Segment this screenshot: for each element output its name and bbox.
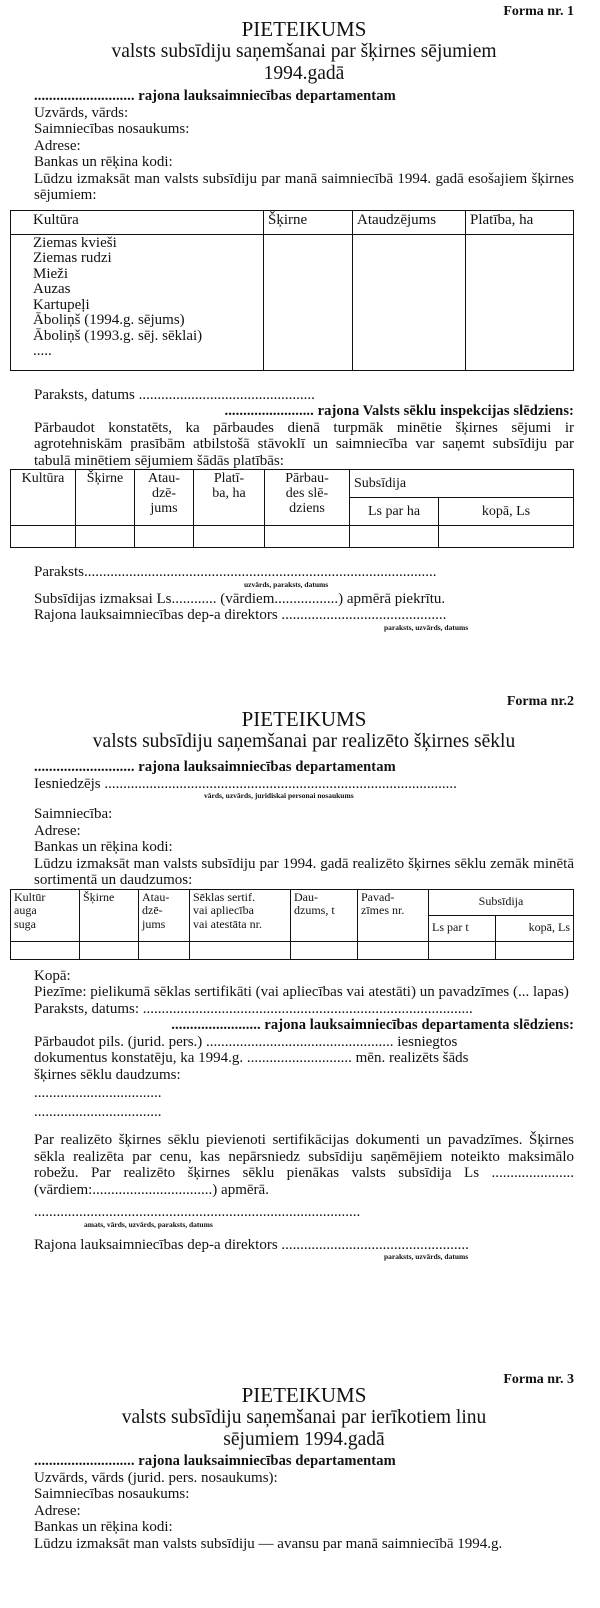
- form2-number: Forma nr.2: [506, 694, 574, 709]
- t3-h-cert-a: Sēklas sertif.: [193, 889, 255, 904]
- t2-header-ls-per-ha: Ls par ha: [350, 498, 439, 526]
- crop-item: .....: [33, 343, 52, 359]
- form1-crop-table: [10, 210, 574, 371]
- form3-title: PIETEIKUMS: [241, 1383, 367, 1407]
- form2-title: PIETEIKUMS: [241, 707, 367, 731]
- t2-cell[interactable]: [439, 526, 574, 548]
- t3-header-ls-per-t: Ls par t: [429, 915, 496, 941]
- inspection-title: ........................ rajona Valsts sēklu inspekcijas slēdziens:: [224, 403, 574, 419]
- crop-item: Āboliņš (1994.g. sējums): [33, 312, 185, 328]
- form1: [21, 17, 574, 632]
- form1-request: Lūdzu izmaksāt man valsts subsīdiju par manā saimniecībā 1994. gadā esošajiem šķirnes sējumiem:: [34, 170, 574, 203]
- t2-cell[interactable]: [350, 526, 439, 548]
- t3-h-sp-c: suga: [14, 916, 36, 931]
- t3-h-qty-a: Dau-: [294, 889, 318, 904]
- form1-signature: Paraksts, datums ...............................................: [34, 386, 315, 403]
- form3-field-name: Uzvārds, vārds (jurid. pers. nosaukums):: [34, 1469, 278, 1486]
- t2-cell[interactable]: [194, 526, 265, 548]
- t3-cell[interactable]: [429, 941, 496, 959]
- t3-header-subsidy: Subsīdija: [429, 889, 574, 915]
- col-header-variety: Šķirne: [264, 210, 353, 234]
- form1-director: Rajona lauksaimniecības dep-a direktors ............................................: [34, 607, 447, 623]
- t3-cell[interactable]: [139, 941, 190, 959]
- t2-header-generation: [135, 470, 194, 526]
- form1-director-note: paraksts, uzvārds, datums: [384, 622, 469, 632]
- form2-request: Lūdzu izmaksāt man valsts subsīdiju par 1994. gadā realizēto šķirnes sēklu zemāk minētā sortimentā un daudzumos:: [34, 855, 574, 888]
- form2-signature: Paraksts, datums: ........................................................................................: [34, 1000, 473, 1017]
- form1-inspection-table: [10, 469, 574, 548]
- form1-field-bank: Bankas un rēķina kodi:: [34, 154, 173, 170]
- form1-field-farm: Saimniecības nosaukums:: [34, 121, 190, 137]
- form3-field-farm: Saimniecības nosaukums:: [34, 1486, 190, 1502]
- form2-submitter-note: vārds, uzvārds, juridiskai personai nosaukums: [204, 791, 354, 800]
- t2-h-concl-c: dziens: [289, 501, 325, 516]
- t2-cell[interactable]: [135, 526, 194, 548]
- form2-total: Kopā:: [34, 967, 71, 984]
- generation-cell[interactable]: [353, 234, 466, 370]
- form3-subtitle-2: sējumiem 1994.gadā: [223, 1429, 385, 1450]
- form2-blank-2: ..................................: [34, 1103, 162, 1120]
- form2-note: Piezīme: pielikumā sēklas sertifikāti (vai apliecības vai atestāti) un pavadzīmes (... lapas): [34, 984, 569, 1000]
- form2-director: Rajona lauksaimniecības dep-a direktors ..................................................: [34, 1236, 469, 1253]
- form3-department: ........................... rajona lauksaimniecības departamentam: [34, 1453, 396, 1469]
- form2-subtitle: valsts subsīdiju saņemšanai par realizēto šķirnes sēklu: [92, 731, 516, 752]
- form1-signature-2-note: uzvārds, paraksts, datums: [244, 579, 329, 589]
- t3-h-qty-b: dzums, t: [294, 903, 335, 917]
- t3-header-total-ls: kopā, Ls: [496, 915, 574, 941]
- t2-header-culture: Kultūra: [11, 470, 76, 526]
- form2-cert-text: Par realizēto šķirnes sēklu pievienoti sertifikācijas dokumenti un pavadzīmes. Šķirnes sēkla realizēta par cenu, kas nepārsniedz subsīdiju saņēmējiem noteikto maksimālo robežu. Par realizēto šķirnes sēklu pienākas valsts subsīdija Ls ...................... (vārdiem:................................) apmērā.: [34, 1132, 574, 1198]
- t2-h-gen-a: Atau-: [148, 471, 180, 486]
- area-cell[interactable]: [466, 234, 574, 370]
- t3-header-variety: Šķirne: [80, 889, 139, 941]
- t3-h-way-b: zīmes nr.: [361, 903, 405, 917]
- form2: [14, 707, 574, 1261]
- form2-director-note: paraksts, uzvārds, datums: [384, 1252, 469, 1261]
- col-header-culture: Kultūra: [11, 210, 264, 234]
- t3-h-way-a: Pavad-: [361, 889, 395, 904]
- t2-h-area-a: Platī-: [213, 471, 245, 486]
- t2-cell[interactable]: [265, 526, 350, 548]
- t3-h-gen-b: dzē-: [142, 903, 163, 917]
- inspection-text: Pārbaudot konstatēts, ka pārbaudes dienā turpmāk minētie šķirnes sējumi ir agrotehniskām prasībām atbilstošā stāvoklī un saimniecība var saņemt subsīdiju par tabulā minētiem sējumiem šādās platībās:: [34, 419, 574, 469]
- t3-h-gen-a: Atau-: [142, 889, 170, 904]
- form1-field-address: Adrese:: [34, 137, 81, 154]
- form2-submitter: Iesniedzējs ..............................................................................................: [34, 775, 457, 792]
- t2-h-area-b: ba, ha: [212, 486, 246, 501]
- form3-subtitle-1: valsts subsīdiju saņemšanai par ierīkotiem linu: [121, 1407, 487, 1428]
- t3-cell[interactable]: [291, 941, 358, 959]
- form2-field-farm: Saimniecība:: [34, 806, 113, 822]
- t2-h-gen-b: dzē-: [151, 486, 177, 501]
- form2-department: ........................... rajona lauksaimniecības departamentam: [34, 759, 396, 775]
- form1-number: Forma nr. 1: [503, 4, 574, 19]
- t2-cell[interactable]: [76, 526, 135, 548]
- t3-header-species: [11, 889, 80, 941]
- t2-header-total-ls: kopā, Ls: [439, 498, 574, 526]
- t3-cell[interactable]: [358, 941, 429, 959]
- form2-sign-line: .......................................................................................: [34, 1204, 361, 1220]
- t3-cell[interactable]: [190, 941, 291, 959]
- t2-h-concl-a: Pārbau-: [285, 471, 329, 486]
- form2-conclusion-title: ........................ rajona lauksaimniecības departamenta slēdziens:: [171, 1017, 574, 1033]
- crop-list: [11, 234, 264, 370]
- t3-header-certificate: [190, 889, 291, 941]
- t2-header-conclusion: [265, 470, 350, 526]
- variety-cell[interactable]: [264, 234, 353, 370]
- form3-field-address: Adrese:: [34, 1502, 81, 1519]
- crop-item: Ziemas rudzi: [33, 250, 112, 266]
- form2-conclusion-1: Pārbaudot pils. (jurid. pers.) .................................................. iesniegtos: [34, 1033, 458, 1050]
- form1-department: ........................... rajona lauksaimniecības departamentam: [34, 88, 396, 104]
- t3-cell[interactable]: [496, 941, 574, 959]
- t2-h-concl-b: des slē-: [285, 486, 329, 501]
- t3-header-generation: [139, 889, 190, 941]
- form3-request: Lūdzu izmaksāt man valsts subsīdiju — avansu par manā saimniecībā 1994.g.: [34, 1535, 503, 1552]
- t2-header-area: [194, 470, 265, 526]
- t2-h-gen-c: jums: [150, 501, 178, 516]
- t3-h-gen-c: jums: [142, 916, 166, 931]
- form2-field-address: Adrese:: [34, 822, 81, 839]
- col-header-area: Platība, ha: [466, 210, 574, 234]
- t3-h-sp-a: Kultūr: [14, 889, 46, 904]
- form2-sign-note: amats, vārds, uzvārds, paraksts, datums: [84, 1219, 213, 1229]
- form1-subtitle-2: 1994.gadā: [263, 63, 345, 84]
- form2-conclusion-2: dokumentus konstatēju, ka 1994.g. ............................ mēn. realizēts šāds: [34, 1050, 469, 1066]
- form3-field-bank: Bankas un rēķina kodi:: [34, 1519, 173, 1535]
- t3-header-waybill: [358, 889, 429, 941]
- form2-conclusion-3: šķirnes sēklu daudzums:: [34, 1066, 181, 1083]
- crop-item: Mieži: [33, 265, 68, 282]
- crop-item: Ziemas kvieši: [33, 234, 117, 251]
- crop-item: Auzas: [33, 281, 71, 297]
- t3-cell[interactable]: [11, 941, 80, 959]
- t2-header-subsidy: Subsīdija: [350, 470, 574, 498]
- form3: [34, 1384, 574, 1552]
- t2-header-variety: Šķirne: [76, 470, 135, 526]
- crop-item: Kartupeļi: [33, 296, 90, 313]
- form2-seed-table: [10, 889, 574, 960]
- form1-subtitle-1: valsts subsīdiju saņemšanai par šķirnes sējumiem: [111, 41, 497, 62]
- t3-header-quantity: [291, 889, 358, 941]
- form3-number: Forma nr. 3: [503, 1372, 574, 1387]
- t3-h-cert-b: vai apliecība: [193, 903, 254, 917]
- t2-cell[interactable]: [11, 526, 76, 548]
- crop-item: Āboliņš (1993.g. sēj. sēklai): [33, 327, 203, 344]
- form2-blank-1: ..................................: [34, 1085, 162, 1101]
- form1-signature-2: Paraksts..............................................................................................: [34, 564, 437, 580]
- form1-approve: Subsīdijas izmaksai Ls............ (vārdiem.................) apmērā piekrītu.: [34, 590, 446, 607]
- form2-field-bank: Bankas un rēķina kodi:: [34, 839, 173, 855]
- t3-cell[interactable]: [80, 941, 139, 959]
- t3-h-sp-b: auga: [14, 903, 37, 917]
- t3-h-cert-c: vai atestāta nr.: [193, 916, 262, 931]
- form1-field-name: Uzvārds, vārds:: [34, 104, 129, 121]
- col-header-generation: Ataudzējums: [353, 210, 466, 234]
- form1-title: PIETEIKUMS: [241, 17, 367, 41]
